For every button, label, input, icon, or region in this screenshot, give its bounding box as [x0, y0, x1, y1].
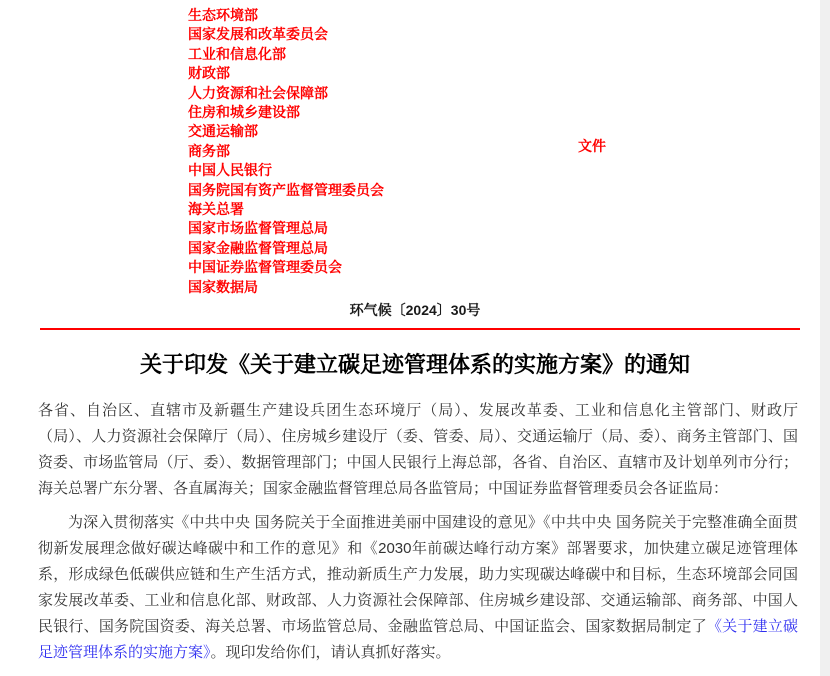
scrollbar[interactable]: [820, 0, 830, 676]
agency-name: 工业和信息化部: [188, 45, 286, 62]
document-header: [0, 0, 830, 297]
notice-text-before: 为深入贯彻落实《中共中央 国务院关于全面推进美丽中国建设的意见》《中共中央 国务院关于完整准确全面贯彻新发展理念做好碳达峰碳中和工作的意见》和《2030年前碳达峰行动方案》部署要求，加快建立碳足迹管理体系，形成绿色低碳供应链和生产生活方式，推动新质生产力发展，助力实现碳达峰碳中和目标，生态环境部会同国家发展改革委、工业和信息化部、财政部、人力资源社会保障部、住房城乡建设部、交通运输部、商务部、中国人民银行、国务院国资委、海关总署、市场监管总局、金融监管总局、中国证监会、国家数据局制定了: [38, 514, 798, 636]
agency-name: 国家数据局: [188, 278, 258, 295]
agency-name: 财政部: [188, 65, 230, 82]
agency-name: 国家金融监督管理总局: [188, 239, 328, 256]
document-title: 关于印发《关于建立碳足迹管理体系的实施方案》的通知: [139, 352, 690, 378]
agency-name: 中国人民银行: [188, 162, 272, 179]
agency-name: 国家市场监督管理总局: [188, 220, 328, 237]
agency-name: 商务部: [188, 142, 230, 159]
implementation-plan-link[interactable]: 《关于建立碳足迹管理体系的实施方案》: [38, 618, 798, 662]
red-divider: [40, 328, 800, 330]
notice-paragraph: [38, 510, 798, 666]
agency-name: 交通运输部: [188, 123, 258, 140]
agency-name: 国家发展和改革委员会: [188, 26, 328, 43]
recipients-paragraph: 各省、自治区、直辖市及新疆生产建设兵团生态环境厅（局）、发展改革委、工业和信息化主管部门、财政厅（局）、人力资源社会保障厅（局）、住房城乡建设厅（委、管委、局）、交通运输厅（局、委）、商务主管部门、国资委、市场监管局（厅、委）、数据管理部门；中国人民银行上海总部，各省、自治区、直辖市及计划单列市分行；海关总署广东分署、各直属海关；国家金融监督管理总局各监管局；中国证券监督管理委员会各证监局：: [38, 402, 798, 498]
agency-name: 住房和城乡建设部: [188, 104, 300, 121]
agency-name: 生态环境部: [188, 7, 258, 23]
issuing-agencies-list: [188, 6, 830, 297]
agency-name: 海关总署: [188, 201, 244, 218]
document-number: 环气候〔2024〕30号: [349, 302, 481, 319]
agency-name: 人力资源和社会保障部: [188, 84, 328, 101]
notice-text-after: 。现印发给你们，请认真抓好落实。: [210, 644, 451, 662]
document-body: [38, 398, 798, 666]
agency-name: 中国证券监督管理委员会: [188, 259, 342, 276]
agency-name: 国务院国有资产监督管理委员会: [188, 181, 384, 198]
file-label: 文件: [578, 138, 606, 154]
